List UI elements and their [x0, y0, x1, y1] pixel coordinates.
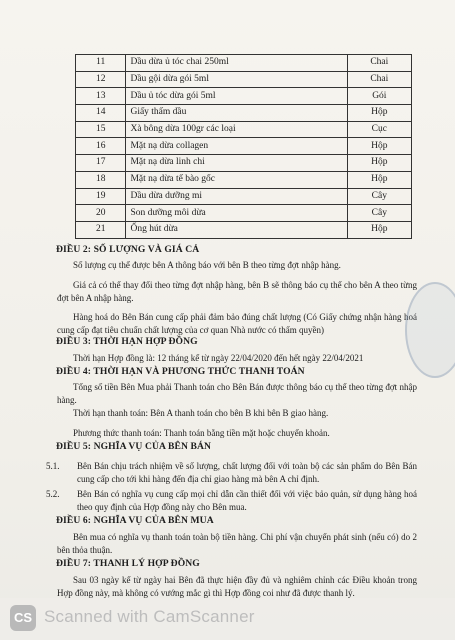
unit-cell: Hộp — [347, 138, 411, 155]
product-name-cell: Dầu dừa dưỡng mi — [126, 188, 347, 205]
product-name-cell: Xà bông dừa 100gr các loại — [126, 121, 347, 138]
article-4-paragraph-3: Phương thức thanh toán: Thanh toán bằng tiền mặt hoặc chuyển khoản. — [73, 428, 330, 438]
table-row — [76, 155, 412, 172]
unit-cell: Cây — [347, 205, 411, 222]
article-2-paragraph-3: Hàng hoá do Bên Bán cung cấp phải đảm bảo đúng chất lượng (Có Giấy chứng nhận hàng hoá cung cấp đạt tiêu chuẩn chất lượng của cơ quan Nhà nước có thẩm quyền) — [57, 312, 417, 335]
camscanner-watermark-text: Scanned with CamScanner — [44, 607, 255, 626]
unit-cell: Gói — [347, 88, 411, 105]
article-7-paragraph-1: Sau 03 ngày kể từ ngày hai Bên đã thực hiện đầy đủ và nghiêm chỉnh các Điều khoản trong Hợp đồng này, mà không có vướng mắc gì thì Hợp đồng coi như đã được thanh lý. — [57, 575, 417, 598]
unit-cell: Cục — [347, 121, 411, 138]
unit-cell: Chai — [347, 71, 411, 88]
row-number-cell: 14 — [76, 105, 126, 122]
clause-5-1-text: Bên Bán chịu trách nhiệm về số lượng, chất lượng đối với toàn bộ các sản phẩm do Bên Bán cung cấp cho tới khi hàng đến địa chỉ giao hàng mà bên A chỉ định. — [77, 461, 417, 484]
article-4-heading: ĐIỀU 4: THỜI HẠN VÀ PHƯƠNG THỨC THANH TOÁN — [56, 366, 305, 377]
article-3-heading: ĐIỀU 3: THỜI HẠN HỢP ĐỒNG — [56, 336, 198, 347]
row-number-cell: 13 — [76, 88, 126, 105]
table-row — [76, 71, 412, 88]
row-number-cell: 16 — [76, 138, 126, 155]
product-name-cell: Son dưỡng môi dừa — [126, 205, 347, 222]
row-number-cell: 18 — [76, 171, 126, 188]
product-table — [75, 54, 412, 239]
unit-cell: Hộp — [347, 105, 411, 122]
table-row — [76, 205, 412, 222]
unit-cell: Hộp — [347, 171, 411, 188]
article-6-heading: ĐIỀU 6: NGHĨA VỤ CỦA BÊN MUA — [56, 515, 214, 526]
product-name-cell: Mặt nạ dừa collagen — [126, 138, 347, 155]
product-name-cell: Giấy thấm dầu — [126, 105, 347, 122]
row-number-cell: 17 — [76, 155, 126, 172]
table-row — [76, 121, 412, 138]
article-7-heading: ĐIỀU 7: THANH LÝ HỢP ĐỒNG — [56, 558, 200, 569]
row-number-cell: 11 — [76, 55, 126, 72]
article-4-paragraph-1: Tổng số tiền Bên Mua phải Thanh toán cho Bên Bán được thông báo cụ thể theo từng đợt nhập hàng. — [57, 382, 417, 405]
product-name-cell: Mặt nạ dừa linh chi — [126, 155, 347, 172]
article-4-paragraph-2: Thời hạn thanh toán: Bên A thanh toán cho bên B khi bên B giao hàng. — [73, 408, 329, 418]
article-2-paragraph-2: Giá cả có thể thay đổi theo từng đợt nhập hàng, bên B sẽ thông báo cụ thể cho bên A theo từng đợt bên A nhập hàng. — [57, 280, 417, 303]
row-number-cell: 15 — [76, 121, 126, 138]
article-6-paragraph-1: Bên mua có nghĩa vụ thanh toán toàn bộ tiền hàng. Chi phí vận chuyển phát sinh (nếu có) do 2 bên thỏa thuận. — [57, 532, 417, 555]
table-row — [76, 221, 412, 238]
product-name-cell: Dầu dừa ủ tóc chai 250ml — [126, 55, 347, 72]
table-row — [76, 105, 412, 122]
product-name-cell: Dầu gội dừa gói 5ml — [126, 71, 347, 88]
product-name-cell: Mặt nạ dừa tế bào gốc — [126, 171, 347, 188]
row-number-cell: 12 — [76, 71, 126, 88]
clause-5-2-text: Bên Bán có nghĩa vụ cung cấp mọi chỉ dẫn cần thiết đối với việc bảo quản, sử dụng hàng hoá theo quy định của Hợp đồng này cho Bên mua. — [77, 489, 417, 512]
product-name-cell: Ống hút dừa — [126, 221, 347, 238]
article-2-paragraph-1: Số lượng cụ thể được bên A thông báo với bên B theo từng đợt nhập hàng. — [73, 260, 341, 270]
table-row — [76, 171, 412, 188]
product-name-cell: Dầu ủ tóc dừa gói 5ml — [126, 88, 347, 105]
unit-cell: Chai — [347, 55, 411, 72]
clause-5-1-number: 5.1. — [46, 461, 60, 471]
table-row — [76, 55, 412, 72]
unit-cell: Cây — [347, 188, 411, 205]
row-number-cell: 20 — [76, 205, 126, 222]
table-row — [76, 188, 412, 205]
table-row — [76, 88, 412, 105]
row-number-cell: 21 — [76, 221, 126, 238]
row-number-cell: 19 — [76, 188, 126, 205]
table-row — [76, 138, 412, 155]
unit-cell: Hộp — [347, 221, 411, 238]
camscanner-logo-icon: CS — [10, 605, 36, 631]
unit-cell: Hộp — [347, 155, 411, 172]
article-5-heading: ĐIỀU 5: NGHĨA VỤ CỦA BÊN BÁN — [56, 441, 212, 452]
article-2-heading: ĐIỀU 2: SỐ LƯỢNG VÀ GIÁ CẢ — [56, 244, 200, 255]
article-3-paragraph-1: Thời hạn Hợp đồng là: 12 tháng kể từ ngày 22/04/2020 đến hết ngày 22/04/2021 — [73, 353, 364, 363]
product-table-body — [76, 55, 412, 239]
clause-5-2-number: 5.2. — [46, 489, 60, 499]
